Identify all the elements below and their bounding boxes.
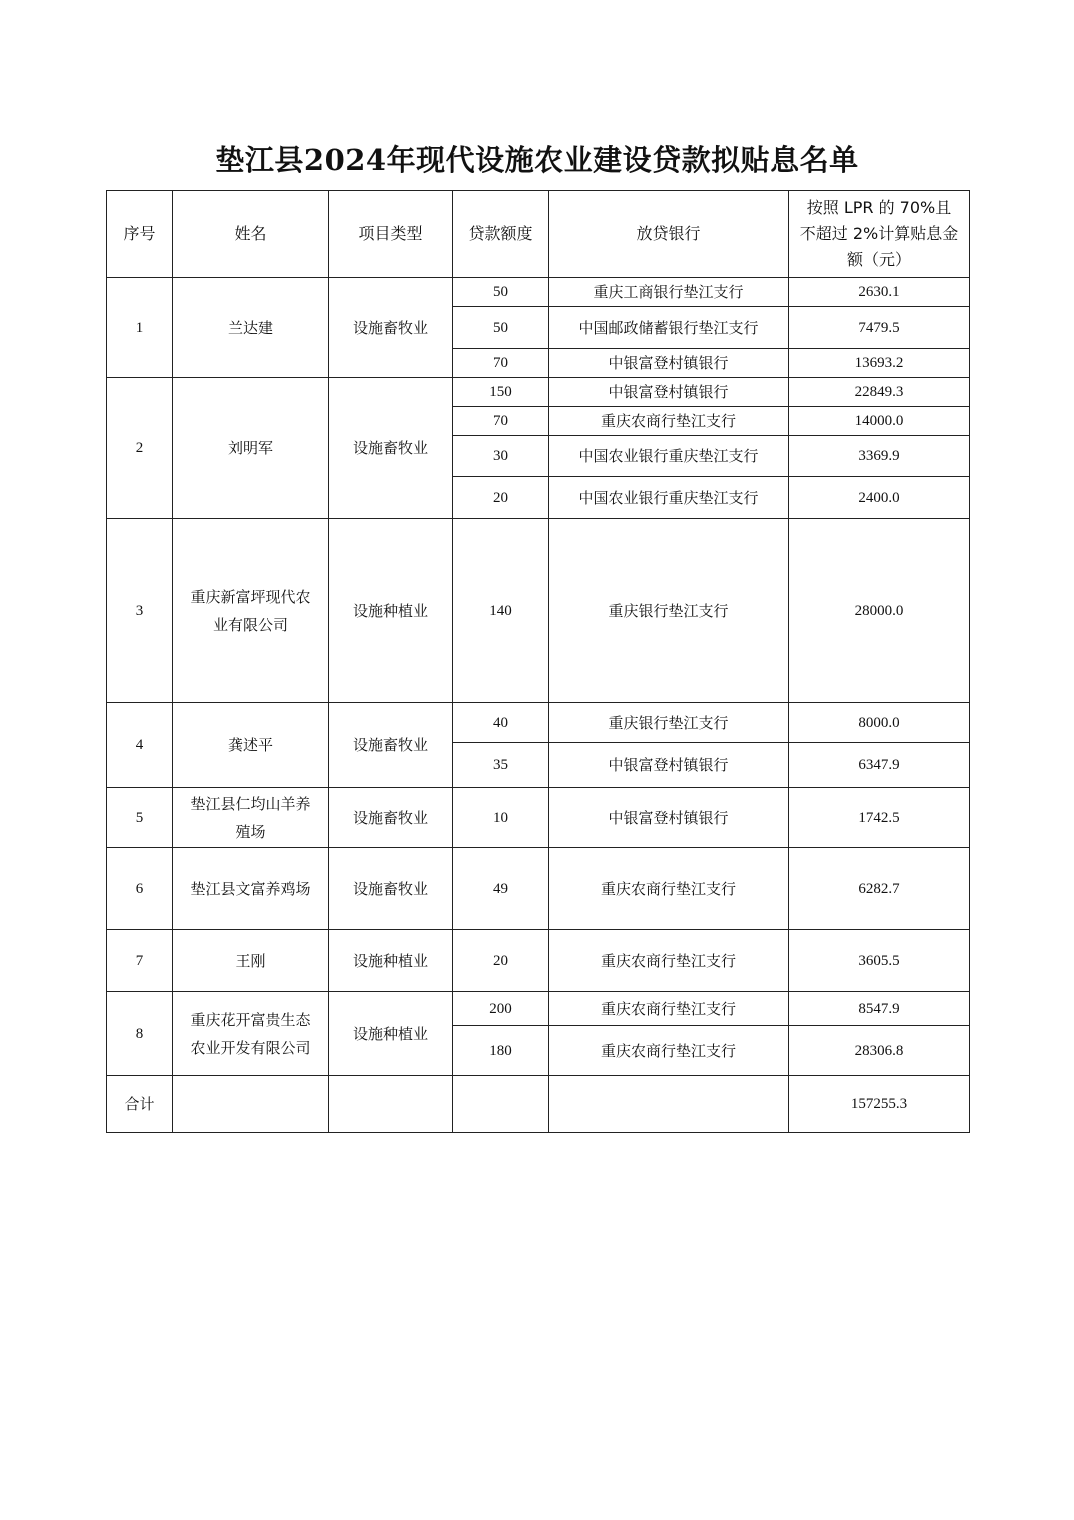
row-bank: 中银富登村镇银行	[549, 788, 789, 848]
row-bank: 中银富登村镇银行	[549, 378, 789, 407]
row-bank: 重庆工商银行垫江支行	[549, 278, 789, 307]
row-seq: 2	[107, 378, 173, 519]
row-name: 兰达建	[173, 278, 329, 378]
row-subsidy: 3369.9	[789, 436, 970, 477]
row-bank: 重庆农商行垫江支行	[549, 930, 789, 992]
row-amount: 49	[453, 848, 549, 930]
total-empty-cell	[453, 1076, 549, 1133]
row-type: 设施畜牧业	[329, 378, 453, 519]
row-bank: 中国农业银行重庆垫江支行	[549, 477, 789, 519]
row-name: 龚述平	[173, 703, 329, 788]
row-seq: 3	[107, 519, 173, 703]
row-amount: 50	[453, 307, 549, 349]
total-empty-cell	[329, 1076, 453, 1133]
row-subsidy: 13693.2	[789, 349, 970, 378]
table-row	[107, 848, 970, 930]
row-name: 垫江县仁均山羊养殖场	[173, 788, 329, 848]
row-seq: 4	[107, 703, 173, 788]
row-amount: 150	[453, 378, 549, 407]
row-amount: 70	[453, 349, 549, 378]
row-amount: 35	[453, 743, 549, 788]
row-bank: 重庆农商行垫江支行	[549, 848, 789, 930]
row-subsidy: 8547.9	[789, 992, 970, 1026]
table-row	[107, 703, 970, 743]
row-type: 设施畜牧业	[329, 848, 453, 930]
row-type: 设施畜牧业	[329, 278, 453, 378]
row-type: 设施种植业	[329, 519, 453, 703]
row-bank: 中国邮政储蓄银行垫江支行	[549, 307, 789, 349]
row-amount: 200	[453, 992, 549, 1026]
row-name: 垫江县文富养鸡场	[173, 848, 329, 930]
table-row	[107, 930, 970, 992]
table-row	[107, 519, 970, 703]
row-subsidy: 2400.0	[789, 477, 970, 519]
row-amount: 180	[453, 1026, 549, 1076]
row-type: 设施种植业	[329, 992, 453, 1076]
row-seq: 6	[107, 848, 173, 930]
row-amount: 20	[453, 930, 549, 992]
row-subsidy: 2630.1	[789, 278, 970, 307]
table-row	[107, 992, 970, 1026]
row-bank: 中银富登村镇银行	[549, 743, 789, 788]
row-subsidy: 1742.5	[789, 788, 970, 848]
table-row	[107, 788, 970, 848]
row-bank: 重庆农商行垫江支行	[549, 1026, 789, 1076]
row-subsidy: 3605.5	[789, 930, 970, 992]
subsidy-table	[106, 190, 970, 1133]
row-bank: 中国农业银行重庆垫江支行	[549, 436, 789, 477]
row-subsidy: 28000.0	[789, 519, 970, 703]
row-amount: 10	[453, 788, 549, 848]
row-subsidy: 28306.8	[789, 1026, 970, 1076]
header-subsidy: 按照 LPR 的 70%且不超过 2%计算贴息金额（元）	[789, 191, 970, 278]
row-amount: 70	[453, 407, 549, 436]
total-label: 合计	[107, 1076, 173, 1133]
header-row	[107, 191, 970, 278]
table-body	[107, 278, 970, 1076]
row-bank: 重庆银行垫江支行	[549, 519, 789, 703]
table-row	[107, 278, 970, 307]
header-amount: 贷款额度	[453, 191, 549, 278]
row-bank: 重庆银行垫江支行	[549, 703, 789, 743]
row-name: 重庆新富坪现代农业有限公司	[173, 519, 329, 703]
row-bank: 重庆农商行垫江支行	[549, 992, 789, 1026]
row-bank: 中银富登村镇银行	[549, 349, 789, 378]
row-amount: 30	[453, 436, 549, 477]
header-type: 项目类型	[329, 191, 453, 278]
row-amount: 140	[453, 519, 549, 703]
row-seq: 5	[107, 788, 173, 848]
row-subsidy: 6347.9	[789, 743, 970, 788]
total-empty-cell	[173, 1076, 329, 1133]
row-seq: 7	[107, 930, 173, 992]
row-amount: 40	[453, 703, 549, 743]
row-seq: 8	[107, 992, 173, 1076]
row-subsidy: 7479.5	[789, 307, 970, 349]
row-type: 设施畜牧业	[329, 703, 453, 788]
row-name: 刘明军	[173, 378, 329, 519]
header-bank: 放贷银行	[549, 191, 789, 278]
row-name: 重庆花开富贵生态农业开发有限公司	[173, 992, 329, 1076]
header-name: 姓名	[173, 191, 329, 278]
total-row	[107, 1076, 970, 1133]
row-subsidy: 14000.0	[789, 407, 970, 436]
row-subsidy: 22849.3	[789, 378, 970, 407]
row-subsidy: 8000.0	[789, 703, 970, 743]
row-amount: 50	[453, 278, 549, 307]
row-subsidy: 6282.7	[789, 848, 970, 930]
page-title: 垫江县2024年现代设施农业建设贷款拟贴息名单	[215, 143, 859, 177]
row-type: 设施畜牧业	[329, 788, 453, 848]
header-seq: 序号	[107, 191, 173, 278]
row-bank: 重庆农商行垫江支行	[549, 407, 789, 436]
row-type: 设施种植业	[329, 930, 453, 992]
total-subsidy: 157255.3	[789, 1076, 970, 1133]
total-empty-cell	[549, 1076, 789, 1133]
table-row	[107, 378, 970, 407]
row-name: 王刚	[173, 930, 329, 992]
row-seq: 1	[107, 278, 173, 378]
row-amount: 20	[453, 477, 549, 519]
